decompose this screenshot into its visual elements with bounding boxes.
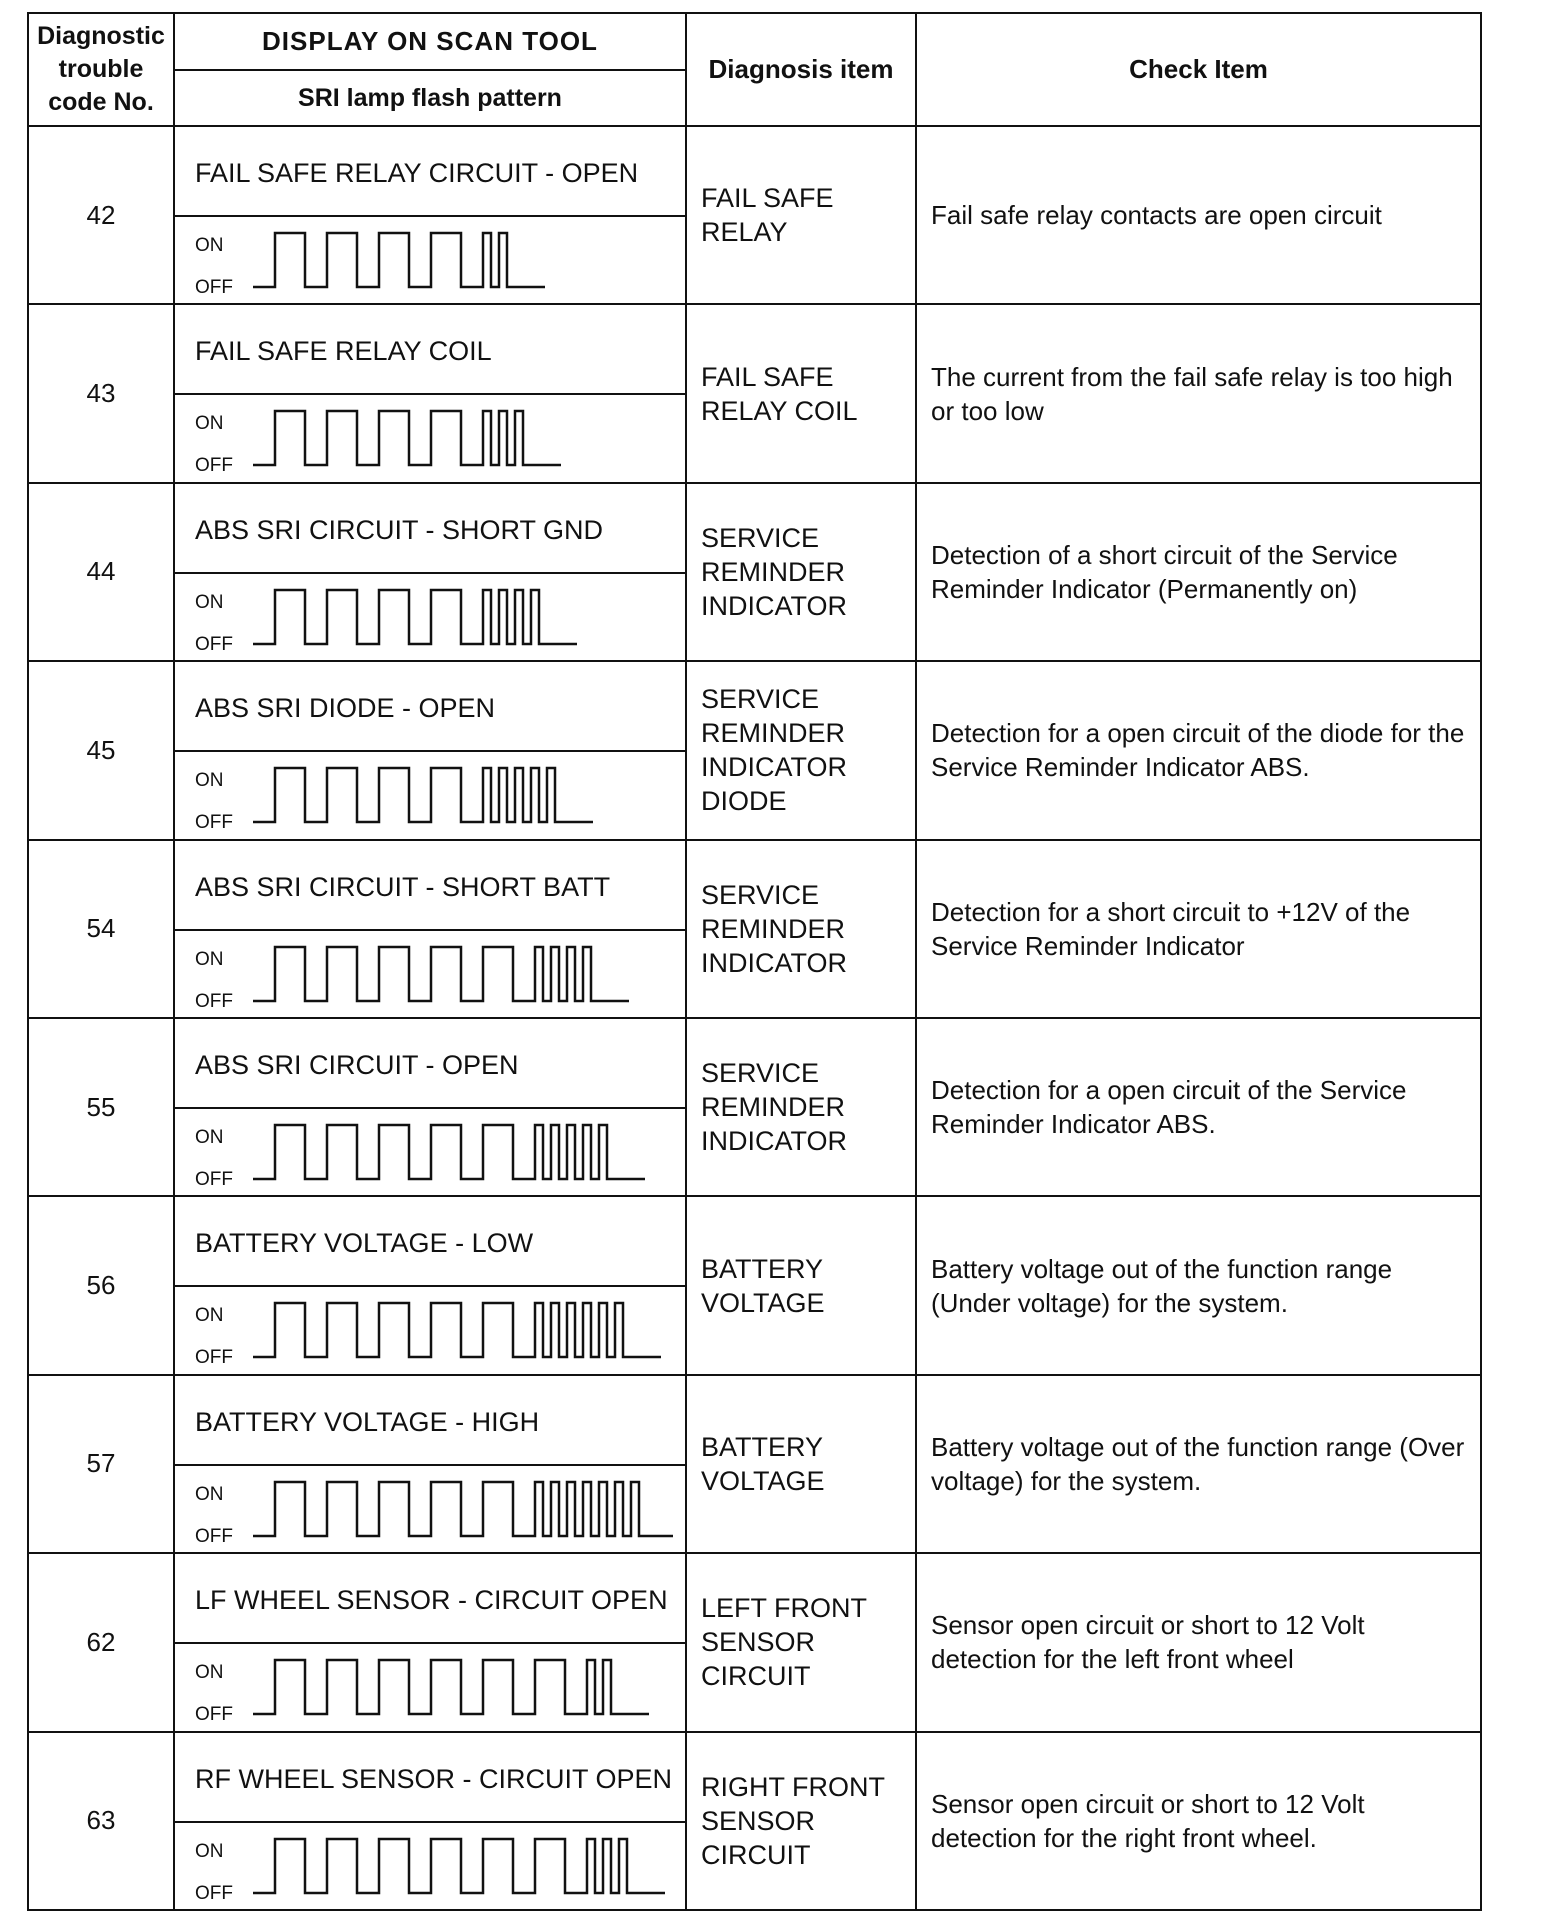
diagnosis-item: SERVICE REMINDER INDICATOR (686, 483, 916, 661)
flash-pattern-cell (174, 930, 686, 1018)
waveform-line (253, 1839, 665, 1893)
off-label: OFF (195, 633, 233, 655)
table-row (28, 1375, 1481, 1465)
flash-pattern-cell (174, 751, 686, 839)
trouble-code: 45 (28, 661, 174, 839)
on-off-labels (195, 1831, 233, 1915)
diagnosis-item: SERVICE REMINDER INDICATOR DIODE (686, 661, 916, 839)
off-label: OFF (195, 1347, 233, 1369)
table-row (28, 1553, 1481, 1643)
flash-pattern-cell (174, 216, 686, 304)
check-item: Detection of a short circuit of the Service Reminder Indicator (Permanently on) (916, 483, 1481, 661)
check-item: Detection for a short circuit to +12V of the Service Reminder Indicator (916, 840, 1481, 1018)
on-label: ON (195, 1662, 224, 1684)
flash-pattern-cell (174, 1822, 686, 1910)
display-text: ABS SRI CIRCUIT - SHORT BATT (195, 871, 611, 902)
on-off-labels (195, 760, 233, 844)
on-off-labels (195, 225, 233, 309)
flash-pattern-waveform (253, 582, 673, 652)
trouble-code: 42 (28, 126, 174, 304)
flash-pattern-cell (174, 1286, 686, 1374)
header-check: Check Item (916, 13, 1481, 126)
check-item: Sensor open circuit or short to 12 Volt detection for the right front wheel. (916, 1732, 1481, 1910)
flash-pattern-waveform (253, 1295, 673, 1365)
trouble-code: 44 (28, 483, 174, 661)
waveform-line (253, 947, 629, 1001)
trouble-code: 63 (28, 1732, 174, 1910)
diagnosis-item: BATTERY VOLTAGE (686, 1196, 916, 1374)
off-label: OFF (195, 455, 233, 477)
on-off-labels (195, 403, 233, 487)
display-text: FAIL SAFE RELAY CIRCUIT - OPEN (195, 158, 639, 188)
check-item: Battery voltage out of the function range (Over voltage) for the system. (916, 1375, 1481, 1553)
on-off-labels (195, 1474, 233, 1558)
on-label: ON (195, 770, 224, 792)
scan-tool-display (174, 483, 686, 573)
on-label: ON (195, 235, 224, 256)
on-label: ON (195, 1305, 224, 1327)
display-text: FAIL SAFE RELAY COIL (195, 336, 492, 367)
waveform-line (253, 768, 593, 822)
scan-tool-display (174, 1732, 686, 1822)
table-row (28, 661, 1481, 751)
table-row (28, 304, 1481, 394)
flash-pattern-cell (174, 573, 686, 661)
flash-pattern-waveform (253, 939, 673, 1009)
display-text: LF WHEEL SENSOR - CIRCUIT OPEN (195, 1585, 668, 1616)
scan-tool-display (174, 1018, 686, 1108)
waveform-line (253, 233, 545, 287)
scan-tool-display (174, 840, 686, 930)
waveform-line (253, 590, 577, 644)
dtc-table-body (28, 126, 1481, 1910)
on-off-labels (195, 1295, 233, 1379)
diagnosis-item: LEFT FRONT SENSOR CIRCUIT (686, 1553, 916, 1731)
off-label: OFF (195, 990, 233, 1012)
diagnosis-item: SERVICE REMINDER INDICATOR (686, 840, 916, 1018)
flash-pattern-waveform (253, 1474, 673, 1544)
check-item: Sensor open circuit or short to 12 Volt detection for the left front wheel (916, 1553, 1481, 1731)
flash-pattern-waveform (253, 760, 673, 830)
flash-pattern-waveform (253, 1652, 673, 1722)
flash-pattern-cell (174, 394, 686, 482)
off-label: OFF (195, 1168, 233, 1190)
on-label: ON (195, 1126, 224, 1148)
scan-tool-display (174, 661, 686, 751)
on-off-labels (195, 1652, 233, 1736)
flash-pattern-waveform (253, 1831, 673, 1901)
diagnosis-item: BATTERY VOLTAGE (686, 1375, 916, 1553)
flash-pattern-waveform (253, 1117, 673, 1187)
display-text: ABS SRI CIRCUIT - OPEN (195, 1049, 519, 1080)
off-label: OFF (195, 1882, 233, 1904)
display-text: BATTERY VOLTAGE - HIGH (195, 1406, 540, 1437)
header-display: DISPLAY ON SCAN TOOL (174, 13, 686, 70)
off-label: OFF (195, 277, 233, 298)
diagnosis-item: SERVICE REMINDER INDICATOR (686, 1018, 916, 1196)
on-off-labels (195, 582, 233, 666)
waveform-line (253, 1303, 661, 1357)
scan-tool-display (174, 1375, 686, 1465)
on-off-labels (195, 1117, 233, 1201)
display-text: RF WHEEL SENSOR - CIRCUIT OPEN (195, 1763, 673, 1794)
header-code: Diagnostic trouble code No. (28, 13, 174, 126)
check-item: Detection for a open circuit of the diode for the Service Reminder Indicator ABS. (916, 661, 1481, 839)
on-label: ON (195, 948, 224, 970)
on-label: ON (195, 1483, 224, 1505)
scan-tool-display (174, 126, 686, 216)
dtc-table (27, 12, 1482, 1911)
trouble-code: 43 (28, 304, 174, 482)
table-row (28, 1196, 1481, 1286)
dtc-table-container (27, 12, 1482, 1904)
table-row (28, 126, 1481, 216)
flash-pattern-waveform (253, 403, 673, 473)
diagnosis-item: FAIL SAFE RELAY (686, 126, 916, 304)
on-label: ON (195, 1840, 224, 1862)
display-text: ABS SRI CIRCUIT - SHORT GND (195, 514, 604, 545)
scan-tool-display (174, 304, 686, 394)
flash-pattern-waveform (253, 225, 673, 295)
table-row (28, 1018, 1481, 1108)
waveform-line (253, 1660, 649, 1714)
check-item: Detection for a open circuit of the Service Reminder Indicator ABS. (916, 1018, 1481, 1196)
display-text: BATTERY VOLTAGE - LOW (195, 1228, 534, 1259)
header-diagnosis: Diagnosis item (686, 13, 916, 126)
trouble-code: 62 (28, 1553, 174, 1731)
table-row (28, 840, 1481, 930)
off-label: OFF (195, 1525, 233, 1547)
flash-pattern-cell (174, 1643, 686, 1731)
check-item: Battery voltage out of the function range (Under voltage) for the system. (916, 1196, 1481, 1374)
on-label: ON (195, 591, 224, 613)
table-row (28, 1732, 1481, 1822)
waveform-line (253, 411, 561, 465)
off-label: OFF (195, 812, 233, 834)
diagnosis-item: RIGHT FRONT SENSOR CIRCUIT (686, 1732, 916, 1910)
check-item: Fail safe relay contacts are open circuit (916, 126, 1481, 304)
display-text: ABS SRI DIODE - OPEN (195, 693, 496, 724)
table-row (28, 483, 1481, 573)
waveform-line (253, 1482, 673, 1536)
flash-pattern-cell (174, 1465, 686, 1553)
on-off-labels (195, 939, 233, 1023)
on-label: ON (195, 413, 224, 435)
off-label: OFF (195, 1704, 233, 1726)
trouble-code: 57 (28, 1375, 174, 1553)
trouble-code: 55 (28, 1018, 174, 1196)
trouble-code: 54 (28, 840, 174, 1018)
check-item: The current from the fail safe relay is too high or too low (916, 304, 1481, 482)
waveform-line (253, 1125, 645, 1179)
scan-tool-display (174, 1553, 686, 1643)
flash-pattern-cell (174, 1108, 686, 1196)
trouble-code: 56 (28, 1196, 174, 1374)
header-pattern: SRI lamp flash pattern (174, 70, 686, 126)
diagnosis-item: FAIL SAFE RELAY COIL (686, 304, 916, 482)
scan-tool-display (174, 1196, 686, 1286)
